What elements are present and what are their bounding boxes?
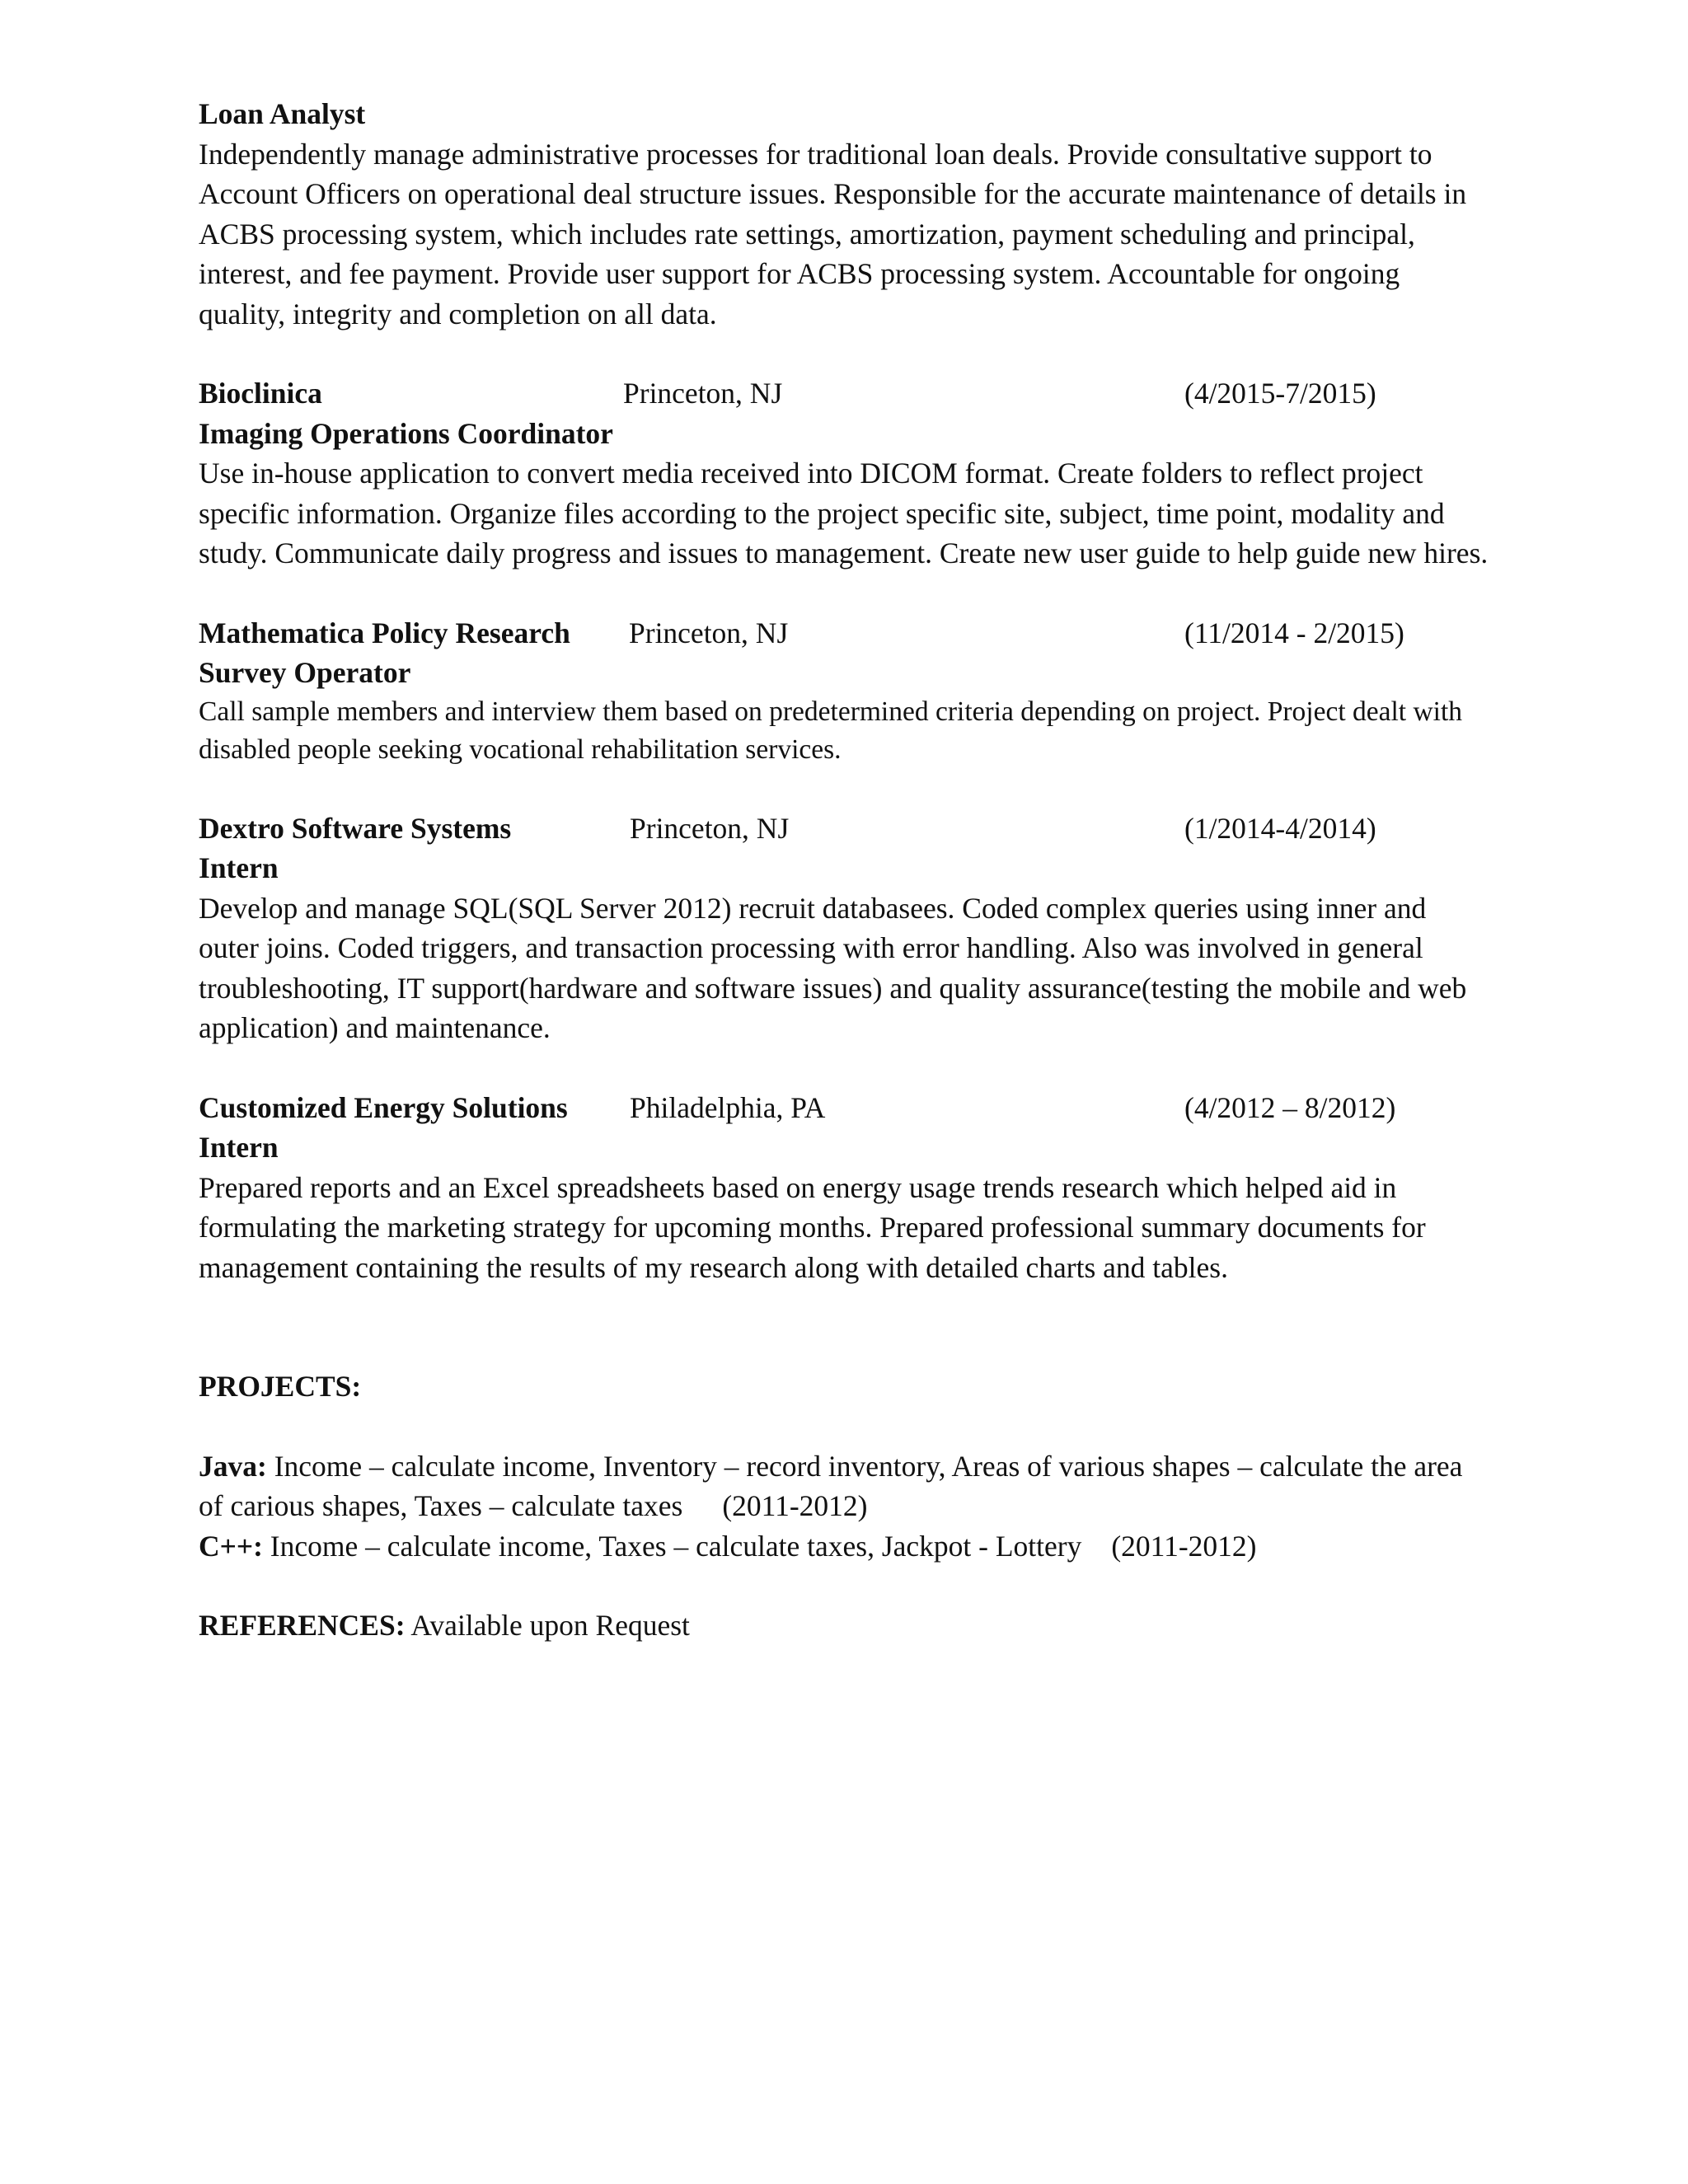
project-cpp (199, 1526, 1493, 1567)
project-language-label: Java: (199, 1449, 267, 1483)
job-description: Call sample members and interview them based on predetermined criteria depending on project. Project dealt with disabled people seeking vocational rehabilitation services. (199, 696, 1463, 765)
references-text: Available upon Request (405, 1609, 690, 1642)
references-line (199, 1605, 1493, 1646)
company-name: Dextro Software Systems (199, 811, 512, 845)
project-years: (2011-2012) (722, 1489, 868, 1522)
company-name: Mathematica Policy Research (199, 616, 570, 649)
job-location: Princeton, NJ (629, 616, 789, 649)
job-title: Survey Operator (199, 656, 411, 689)
job-description: Use in-house application to convert media received into DICOM format. Create folders to reflect project specific information. Organize files according to the project specific site, subject, time point, modality and study. Communicate daily progress and issues to management. Create new user guide to help guide new hires. (199, 457, 1489, 569)
job-title: Loan Analyst (199, 97, 366, 130)
company-name: Customized Energy Solutions (199, 1090, 568, 1124)
job-entry-dextro (199, 808, 1493, 1048)
job-entry-mathematica (199, 613, 1493, 769)
loan-analyst-section (199, 94, 1493, 334)
resume-content (199, 94, 1493, 1646)
job-location: Princeton, NJ (623, 377, 783, 410)
job-title: Intern (199, 1131, 279, 1164)
job-entry-bioclinica (199, 373, 1493, 574)
job-entry-ces (199, 1088, 1493, 1288)
job-header (199, 808, 1493, 849)
project-description: Income – calculate income, Taxes – calculate taxes, Jackpot - Lottery (262, 1529, 1082, 1563)
job-header (199, 1088, 1493, 1128)
job-location: Philadelphia, PA (630, 1090, 826, 1124)
references-label: REFERENCES: (199, 1609, 406, 1642)
company-name: Bioclinica (199, 377, 322, 410)
job-dates: (1/2014-4/2014) (1184, 811, 1376, 845)
job-title: Intern (199, 851, 279, 884)
job-location: Princeton, NJ (630, 811, 790, 845)
job-dates: (4/2015-7/2015) (1184, 377, 1376, 410)
projects-list (199, 1446, 1493, 1567)
job-description: Develop and manage SQL(SQL Server 2012) recruit databasees. Coded complex queries using inner and outer joins. Coded triggers, and transaction processing with error handling. Also was involved in general troubleshooting, IT support(hardware and software issues) and quality assurance(testing the mobile and web application) and maintenance. (199, 891, 1467, 1044)
job-title: Imaging Operations Coordinator (199, 416, 613, 450)
projects-heading: PROJECTS: (199, 1370, 362, 1403)
project-description: Income – calculate income, Inventory – record inventory, Areas of various shapes – calculate the area of carious shapes, Taxes – calculate taxes (199, 1449, 1463, 1522)
project-language-label: C++: (199, 1529, 263, 1563)
job-header (199, 613, 1493, 654)
project-years: (2011-2012) (1111, 1529, 1257, 1563)
job-description: Independently manage administrative processes for traditional loan deals. Provide consultative support to Account Officers on operational deal structure issues. Responsible for the accurate maintenance of details in ACBS processing system, which includes rate settings, amortization, payment scheduling and principal, interest, and fee payment. Provide user support for ACBS processing system. Accountable for ongoing quality, integrity and completion on all data. (199, 137, 1467, 330)
job-header (199, 373, 1493, 414)
job-dates: (4/2012 – 8/2012) (1184, 1090, 1396, 1124)
job-description: Prepared reports and an Excel spreadsheets based on energy usage trends research which helped aid in formulating the marketing strategy for upcoming months. Prepared professional summary documents for management containing the results of my research along with detailed charts and tables. (199, 1170, 1426, 1284)
job-dates: (11/2014 - 2/2015) (1184, 616, 1404, 649)
project-java (199, 1446, 1493, 1526)
